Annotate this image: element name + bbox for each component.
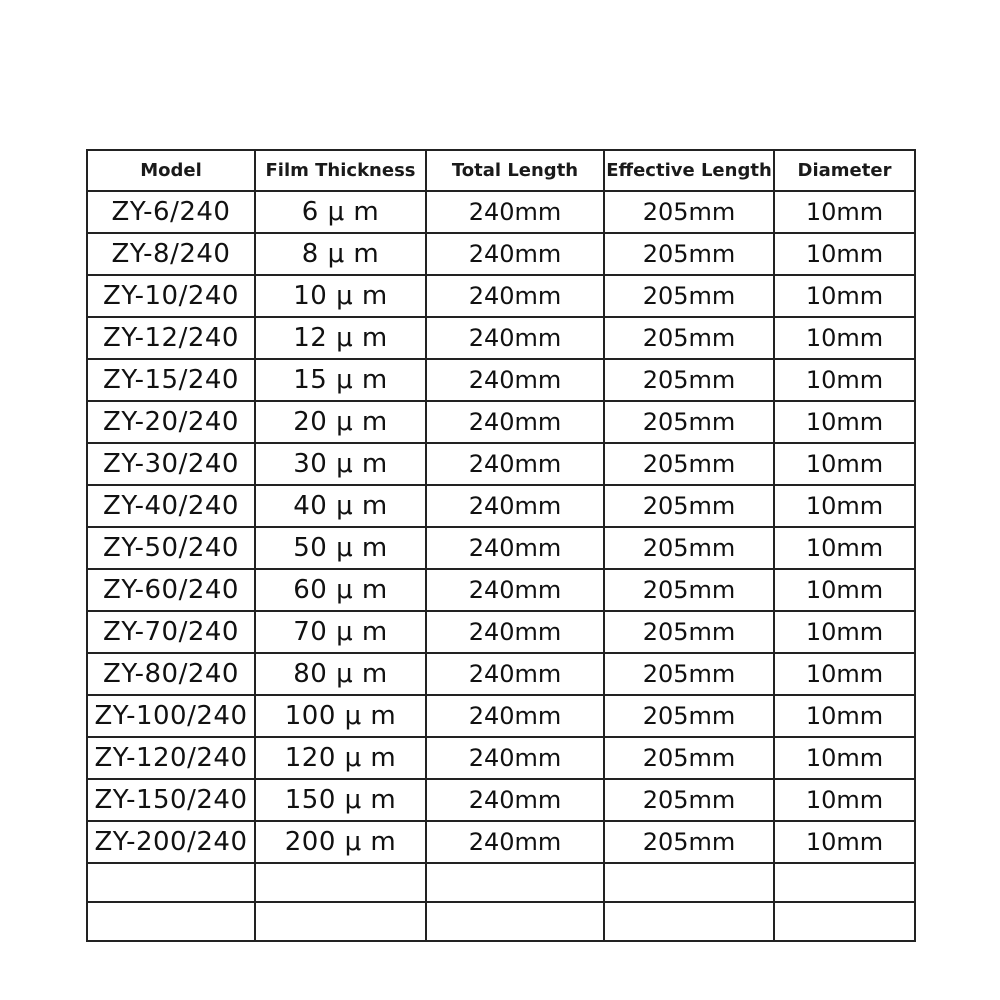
table-row — [87, 653, 915, 695]
film-thickness-cell: 8 μ m — [255, 233, 426, 275]
model-cell: ZY-12/240 — [87, 317, 255, 359]
diameter-cell: 10mm — [774, 191, 915, 233]
diameter-cell: 10mm — [774, 317, 915, 359]
film-thickness-cell — [255, 863, 426, 902]
header-film-thickness: Film Thickness — [255, 150, 426, 191]
table-row — [87, 821, 915, 863]
diameter-cell: 10mm — [774, 527, 915, 569]
model-cell: ZY-70/240 — [87, 611, 255, 653]
film-thickness-cell: 30 μ m — [255, 443, 426, 485]
diameter-cell: 10mm — [774, 821, 915, 863]
table-body — [87, 191, 915, 941]
effective-length-cell: 205mm — [604, 611, 774, 653]
effective-length-cell: 205mm — [604, 401, 774, 443]
total-length-cell: 240mm — [426, 779, 604, 821]
film-thickness-cell: 100 μ m — [255, 695, 426, 737]
model-cell: ZY-50/240 — [87, 527, 255, 569]
diameter-cell: 10mm — [774, 695, 915, 737]
model-cell: ZY-10/240 — [87, 275, 255, 317]
diameter-cell: 10mm — [774, 359, 915, 401]
film-thickness-cell: 150 μ m — [255, 779, 426, 821]
table-row — [87, 233, 915, 275]
table-row — [87, 779, 915, 821]
total-length-cell — [426, 863, 604, 902]
effective-length-cell — [604, 863, 774, 902]
film-thickness-cell: 12 μ m — [255, 317, 426, 359]
empty-table-row — [87, 902, 915, 941]
film-thickness-cell: 120 μ m — [255, 737, 426, 779]
model-cell: ZY-6/240 — [87, 191, 255, 233]
effective-length-cell: 205mm — [604, 233, 774, 275]
effective-length-cell: 205mm — [604, 737, 774, 779]
film-thickness-cell: 80 μ m — [255, 653, 426, 695]
effective-length-cell: 205mm — [604, 275, 774, 317]
model-cell — [87, 863, 255, 902]
diameter-cell: 10mm — [774, 569, 915, 611]
effective-length-cell: 205mm — [604, 443, 774, 485]
model-cell: ZY-15/240 — [87, 359, 255, 401]
table-header — [87, 150, 915, 191]
total-length-cell: 240mm — [426, 443, 604, 485]
film-thickness-cell: 15 μ m — [255, 359, 426, 401]
model-cell — [87, 902, 255, 941]
diameter-cell: 10mm — [774, 275, 915, 317]
total-length-cell: 240mm — [426, 653, 604, 695]
table-row — [87, 611, 915, 653]
table-row — [87, 275, 915, 317]
total-length-cell: 240mm — [426, 485, 604, 527]
model-cell: ZY-200/240 — [87, 821, 255, 863]
header-diameter: Diameter — [774, 150, 915, 191]
model-cell: ZY-20/240 — [87, 401, 255, 443]
table-row — [87, 317, 915, 359]
header-effective-length: Effective Length — [604, 150, 774, 191]
film-thickness-cell: 20 μ m — [255, 401, 426, 443]
total-length-cell — [426, 902, 604, 941]
diameter-cell: 10mm — [774, 737, 915, 779]
film-thickness-cell: 200 μ m — [255, 821, 426, 863]
table-row — [87, 737, 915, 779]
film-thickness-cell: 60 μ m — [255, 569, 426, 611]
film-thickness-cell: 40 μ m — [255, 485, 426, 527]
diameter-cell: 10mm — [774, 443, 915, 485]
total-length-cell: 240mm — [426, 233, 604, 275]
film-thickness-cell: 50 μ m — [255, 527, 426, 569]
film-thickness-cell: 70 μ m — [255, 611, 426, 653]
total-length-cell: 240mm — [426, 569, 604, 611]
model-cell: ZY-100/240 — [87, 695, 255, 737]
diameter-cell: 10mm — [774, 779, 915, 821]
diameter-cell — [774, 902, 915, 941]
effective-length-cell: 205mm — [604, 485, 774, 527]
model-cell: ZY-80/240 — [87, 653, 255, 695]
model-cell: ZY-150/240 — [87, 779, 255, 821]
diameter-cell — [774, 863, 915, 902]
header-row — [87, 150, 915, 191]
total-length-cell: 240mm — [426, 821, 604, 863]
total-length-cell: 240mm — [426, 191, 604, 233]
effective-length-cell: 205mm — [604, 695, 774, 737]
film-thickness-cell — [255, 902, 426, 941]
table-row — [87, 443, 915, 485]
effective-length-cell: 205mm — [604, 527, 774, 569]
diameter-cell: 10mm — [774, 233, 915, 275]
header-total-length: Total Length — [426, 150, 604, 191]
table-row — [87, 527, 915, 569]
effective-length-cell: 205mm — [604, 359, 774, 401]
diameter-cell: 10mm — [774, 611, 915, 653]
table-row — [87, 485, 915, 527]
effective-length-cell: 205mm — [604, 191, 774, 233]
effective-length-cell: 205mm — [604, 779, 774, 821]
effective-length-cell: 205mm — [604, 821, 774, 863]
total-length-cell: 240mm — [426, 401, 604, 443]
effective-length-cell: 205mm — [604, 653, 774, 695]
empty-table-row — [87, 863, 915, 902]
model-cell: ZY-40/240 — [87, 485, 255, 527]
model-cell: ZY-120/240 — [87, 737, 255, 779]
total-length-cell: 240mm — [426, 737, 604, 779]
effective-length-cell: 205mm — [604, 569, 774, 611]
effective-length-cell: 205mm — [604, 317, 774, 359]
table-row — [87, 359, 915, 401]
total-length-cell: 240mm — [426, 275, 604, 317]
effective-length-cell — [604, 902, 774, 941]
film-thickness-cell: 6 μ m — [255, 191, 426, 233]
total-length-cell: 240mm — [426, 527, 604, 569]
diameter-cell: 10mm — [774, 401, 915, 443]
total-length-cell: 240mm — [426, 611, 604, 653]
table-row — [87, 569, 915, 611]
table-row — [87, 695, 915, 737]
total-length-cell: 240mm — [426, 359, 604, 401]
header-model: Model — [87, 150, 255, 191]
table-row — [87, 401, 915, 443]
diameter-cell: 10mm — [774, 653, 915, 695]
model-cell: ZY-8/240 — [87, 233, 255, 275]
film-thickness-cell: 10 μ m — [255, 275, 426, 317]
spec-table — [86, 149, 916, 942]
diameter-cell: 10mm — [774, 485, 915, 527]
total-length-cell: 240mm — [426, 695, 604, 737]
model-cell: ZY-60/240 — [87, 569, 255, 611]
total-length-cell: 240mm — [426, 317, 604, 359]
table-row — [87, 191, 915, 233]
model-cell: ZY-30/240 — [87, 443, 255, 485]
